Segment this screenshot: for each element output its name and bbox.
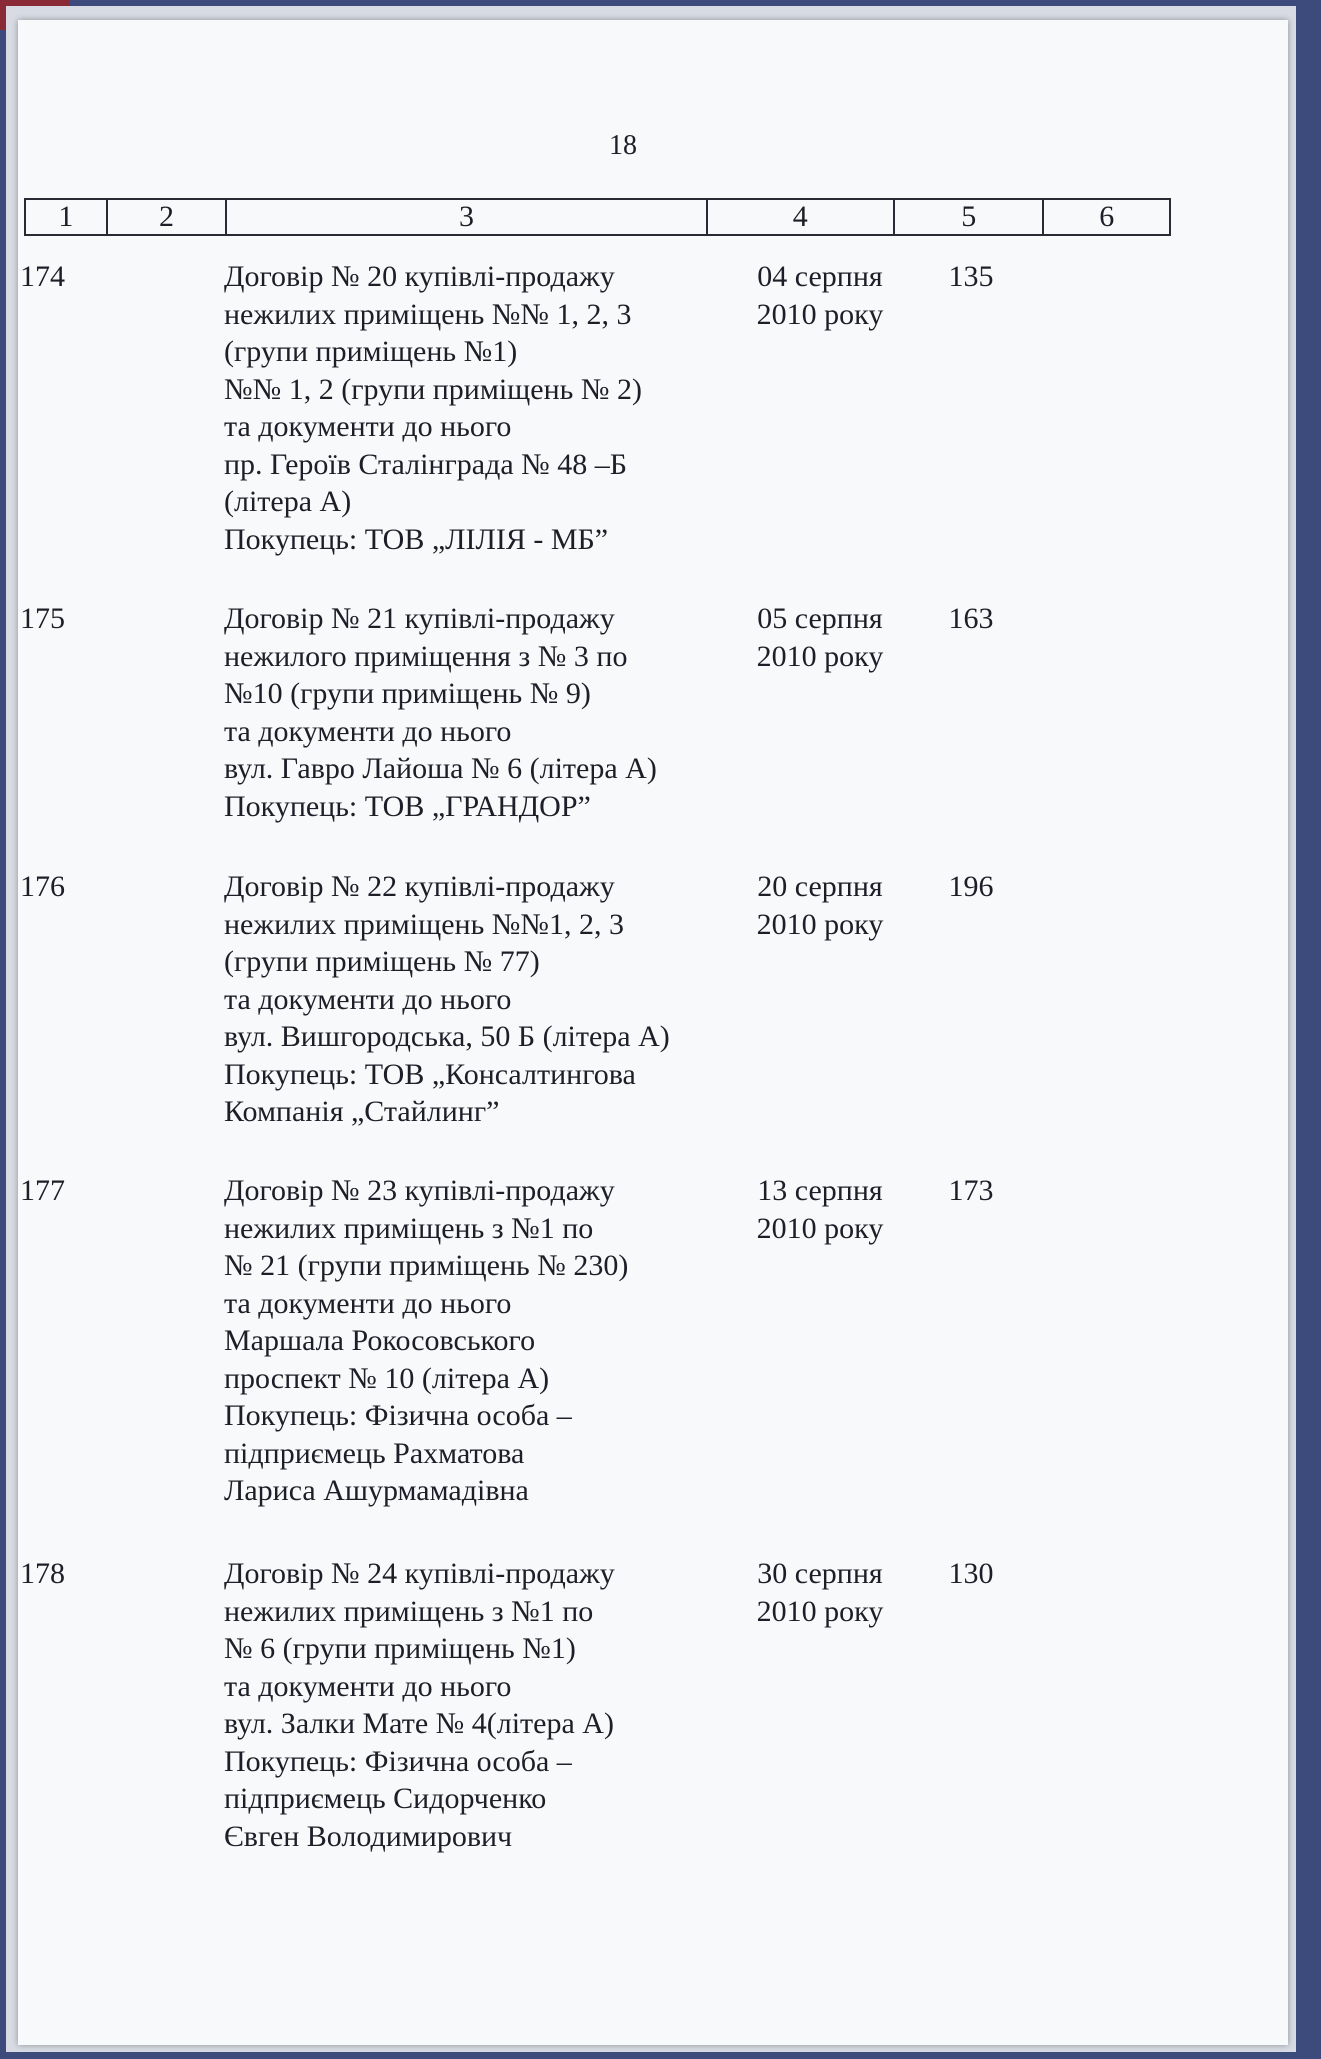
description-line: підприємець Сидорченко (224, 1782, 547, 1815)
column-header-1: 1 (26, 200, 108, 234)
description-line: пр. Героїв Сталінграда № 48 –Б (224, 447, 628, 481)
description-line: Покупець: ТОВ „ЛІЛІЯ - МБ” (224, 522, 609, 556)
description-line: нежилих приміщень з №1 по (224, 1211, 594, 1245)
entry-pages: 135 (948, 260, 994, 293)
column-header-row (24, 198, 1171, 236)
description-line: Покупець: ТОВ „Консалтингова (224, 1057, 636, 1091)
entry-pages: 173 (948, 1174, 994, 1207)
column-header-2: 2 (108, 200, 228, 234)
entry-date (720, 868, 920, 943)
entry-number: 176 (20, 870, 65, 903)
entry-description (224, 258, 744, 558)
entry-number: 178 (20, 1557, 65, 1590)
description-line: (групи приміщень №1) (224, 335, 518, 368)
description-line: (літера А) (224, 485, 352, 518)
description-line: та документи до нього (224, 410, 512, 443)
description-line: Покупець: ТОВ „ГРАНДОР” (224, 789, 591, 823)
entry-number: 174 (20, 260, 65, 293)
description-line: Лариса Ашурмамадівна (224, 1474, 529, 1507)
date-year: 2010 року (756, 297, 884, 331)
entry-date (720, 258, 920, 333)
description-line: вул. Вишгородська, 50 Б (літера А) (224, 1020, 670, 1053)
description-line: нежилих приміщень №№1, 2, 3 (224, 907, 625, 941)
description-line: нежилих приміщень з №1 по (224, 1594, 594, 1628)
description-line: №№ 1, 2 (групи приміщень № 2) (224, 372, 642, 406)
entry-date (720, 1555, 920, 1630)
description-line: Договір № 24 купівлі-продажу (224, 1557, 615, 1590)
description-line: та документи до нього (224, 714, 512, 748)
description-line: нежилих приміщень №№ 1, 2, 3 (224, 297, 632, 331)
date-year: 2010 року (756, 1211, 884, 1245)
description-line: Договір № 20 купівлі-продажу (224, 260, 615, 293)
entry-description (224, 1555, 744, 1855)
entry-pages: 163 (948, 602, 994, 635)
column-header-5: 5 (895, 200, 1044, 234)
description-line: № 6 (групи приміщень №1) (224, 1632, 576, 1665)
description-line: та документи до нього (224, 1669, 512, 1703)
entry-description (224, 1172, 744, 1510)
description-line: та документи до нього (224, 982, 512, 1016)
entry-date (720, 600, 920, 675)
page-number: 18 (609, 130, 637, 161)
entry-date (720, 1172, 920, 1247)
description-line: нежилого приміщення з № 3 по (224, 639, 628, 673)
description-line: (групи приміщень № 77) (224, 945, 540, 978)
entry-number: 177 (20, 1174, 65, 1207)
date-year: 2010 року (756, 639, 884, 673)
column-header-3: 3 (227, 200, 707, 234)
date-day-month: 30 серпня (757, 1557, 883, 1590)
entry-description (224, 868, 744, 1131)
entry-pages: 196 (948, 870, 994, 903)
description-line: та документи до нього (224, 1286, 512, 1320)
description-line: вул. Гавро Лайоша № 6 (літера А) (224, 752, 657, 785)
description-line: Покупець: Фізична особа – (224, 1399, 572, 1432)
entry-number: 175 (20, 602, 65, 635)
date-year: 2010 року (756, 907, 884, 941)
date-year: 2010 року (756, 1594, 884, 1628)
column-header-6: 6 (1099, 200, 1115, 233)
date-day-month: 04 серпня (757, 260, 883, 293)
description-line: Маршала Рокосовського (224, 1324, 536, 1357)
description-line: Договір № 23 купівлі-продажу (224, 1174, 615, 1207)
description-line: №10 (групи приміщень № 9) (224, 677, 591, 710)
entry-pages: 130 (948, 1557, 994, 1590)
date-day-month: 05 серпня (757, 602, 883, 635)
document-page (18, 20, 1288, 2045)
description-line: проспект № 10 (літера А) (224, 1361, 550, 1395)
description-line: Договір № 22 купівлі-продажу (224, 870, 615, 903)
description-line: Євген Володимирович (224, 1819, 513, 1853)
date-day-month: 20 серпня (757, 870, 883, 903)
description-line: вул. Залки Мате № 4(літера А) (224, 1707, 614, 1740)
description-line: Компанія „Стайлинг” (224, 1095, 500, 1128)
date-day-month: 13 серпня (757, 1174, 883, 1207)
description-line: підприємець Рахматова (224, 1436, 525, 1470)
description-line: Покупець: Фізична особа – (224, 1744, 572, 1778)
entry-description (224, 600, 744, 825)
description-line: № 21 (групи приміщень № 230) (224, 1249, 629, 1282)
column-header-4: 4 (708, 200, 895, 234)
description-line: Договір № 21 купівлі-продажу (224, 602, 615, 635)
